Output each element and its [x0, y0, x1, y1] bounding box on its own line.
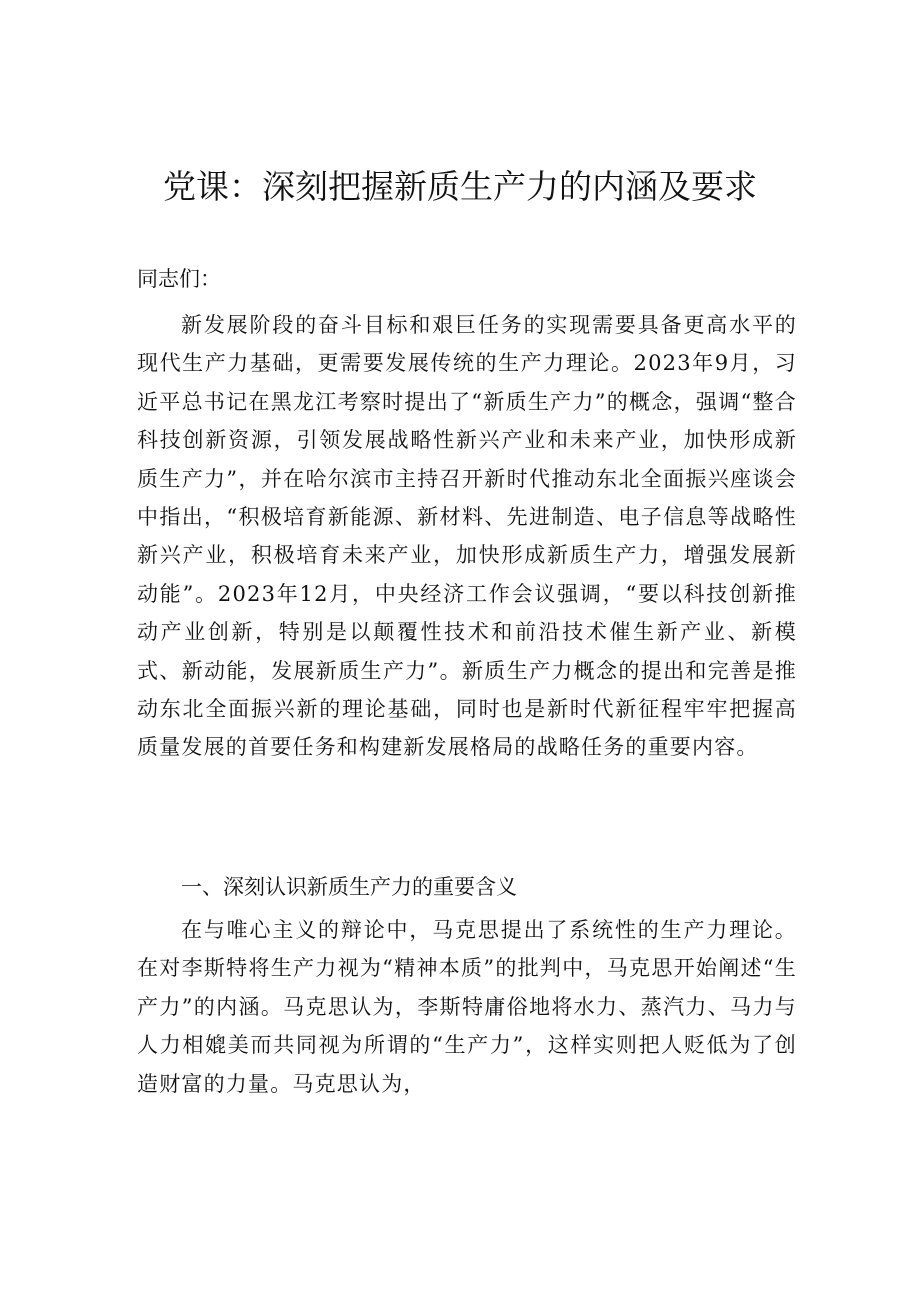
paragraph-intro: 新发展阶段的奋斗目标和艰巨任务的实现需要具备更高水平的现代生产力基础，更需要发展传统的生产力理论。2023年9月，习近平总书记在黑龙江考察时提出了“新质生产力”的概念，强调“整合科技创新资源，引领发展战略性新兴产业和未来产业，加快形成新质生产力”，并在哈尔滨市主持召开新时代推动东北全面振兴座谈会中指出，“积极培育新能源、新材料、先进制造、电子信息等战略性新兴产业，积极培育未来产业，加快形成新质生产力，增强发展新动能”。2023年12月，中央经济工作会议强调，“要以科技创新推动产业创新，特别是以颠覆性技术和前沿技术催生新产业、新模式、新动能，发展新质生产力”。新质生产力概念的提出和完善是推动东北全面振兴新的理论基础，同时也是新时代新征程牢牢把握高质量发展的首要任务和构建新发展格局的战略任务的重要内容。 [137, 313, 797, 760]
paragraph-section-one: 在与唯心主义的辩论中，马克思提出了系统性的生产力理论。在对李斯特将生产力视为“精神本质”的批判中，马克思开始阐述“生产力”的内涵。马克思认为，李斯特庸俗地将水力、蒸汽力、马力与人力相媲美而共同视为所谓的“生产力”，这样实则把人贬低为了创造财富的力量。马克思认为， [137, 918, 797, 1096]
document-title: 党课：深刻把握新质生产力的内涵及要求 [163, 167, 757, 206]
section-heading: 一、深刻认识新质生产力的重要含义 [181, 875, 517, 899]
salutation: 同志们： [137, 267, 221, 291]
